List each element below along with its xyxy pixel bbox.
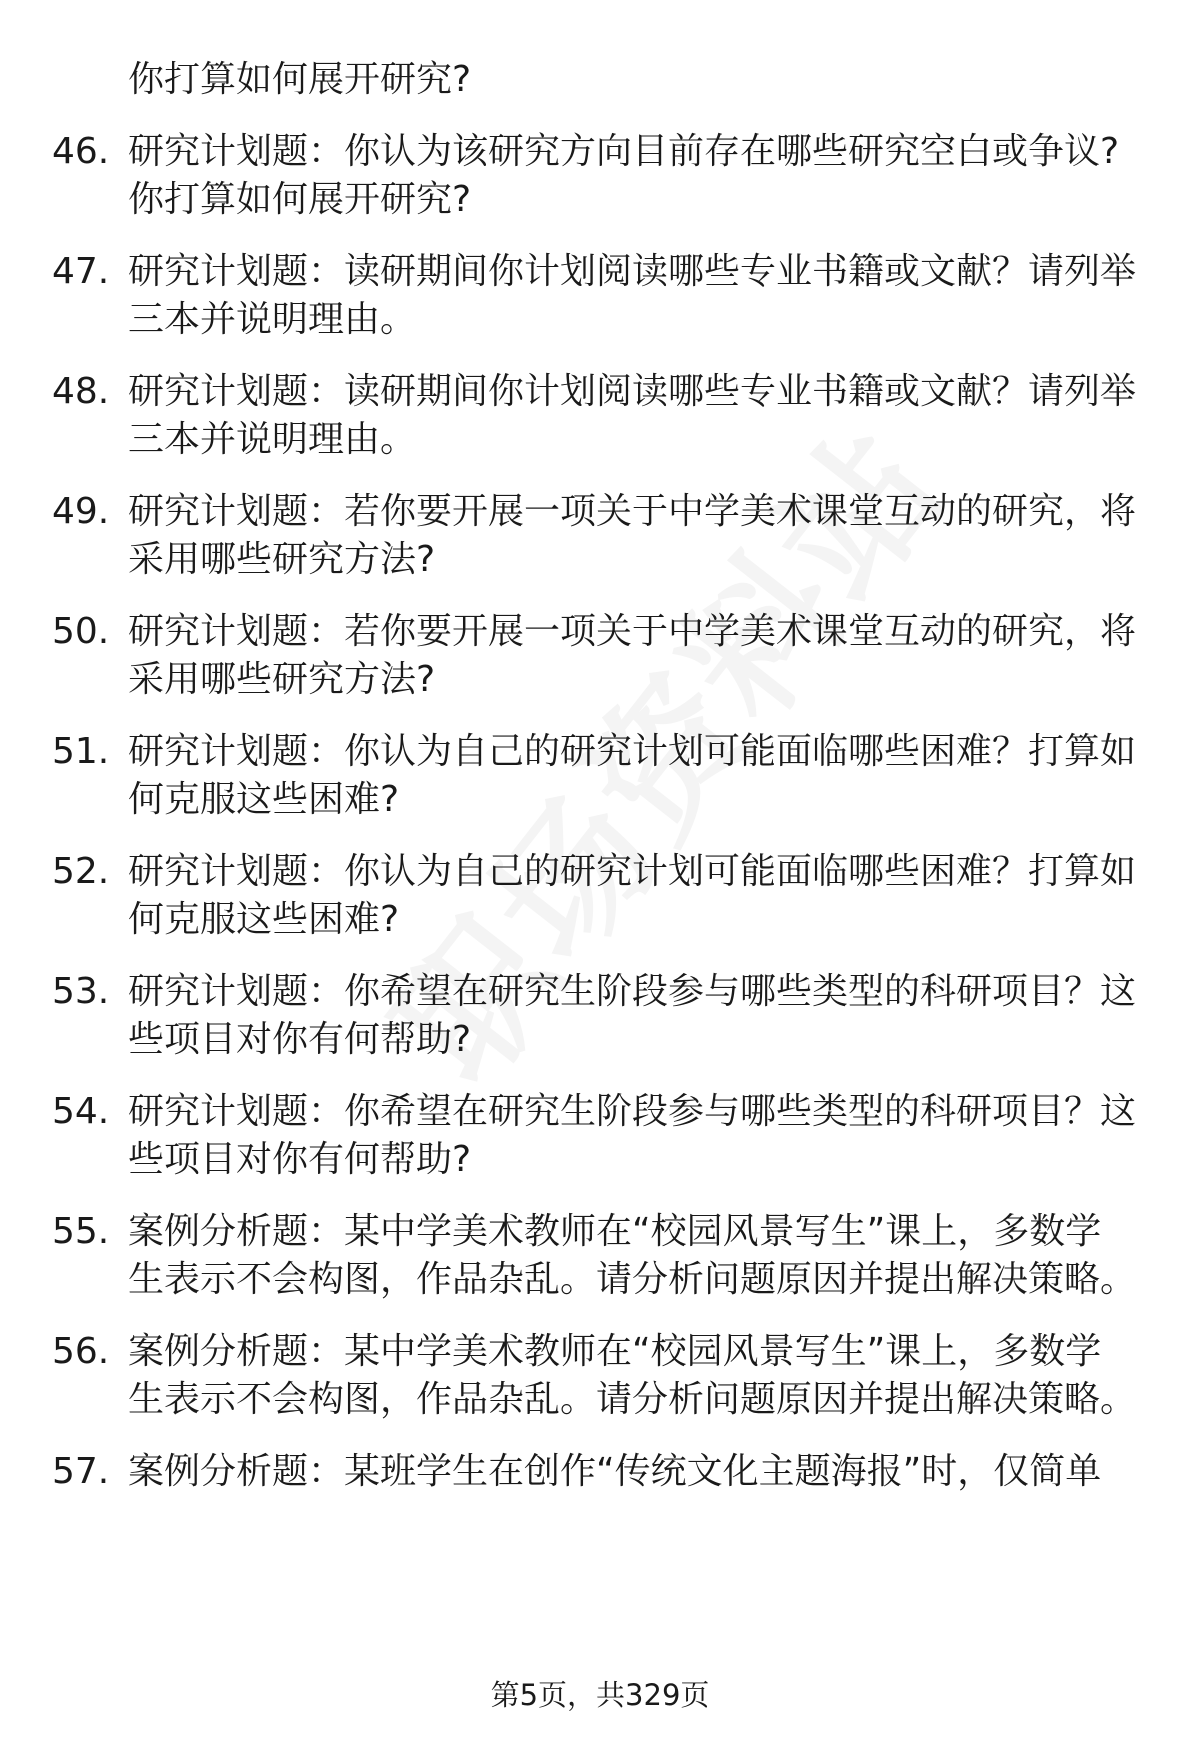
page-number-footer: 第5页，共329页 [490,1678,710,1712]
question-text: 研究计划题：你认为该研究方向目前存在哪些研究空白或争议? [128,131,1120,172]
question-text: 些项目对你有何帮助? [128,1139,472,1180]
question-text: 案例分析题：某中学美术教师在“校园风景写生”课上，多数学 [128,1211,1102,1252]
question-text: 你打算如何展开研究? [128,179,472,220]
question-number: 49. [52,491,110,532]
question-text: 何克服这些困难? [128,779,400,820]
question-text: 研究计划题：你认为自己的研究计划可能面临哪些困难？打算如 [128,851,1137,892]
question-number: 54. [52,1091,110,1132]
question-number: 47. [52,251,110,292]
question-number: 51. [52,731,110,772]
question-text: 研究计划题：你希望在研究生阶段参与哪些类型的科研项目？这 [128,1091,1137,1132]
continued-question-text: 你打算如何展开研究? [128,59,472,100]
question-text: 采用哪些研究方法? [128,539,436,580]
question-text: 采用哪些研究方法? [128,659,436,700]
question-text: 研究计划题：读研期间你计划阅读哪些专业书籍或文献？请列举 [128,371,1137,412]
question-text: 生表示不会构图，作品杂乱。请分析问题原因并提出解决策略。 [128,1379,1137,1420]
question-number: 53. [52,971,110,1012]
question-number: 46. [52,131,110,172]
question-text: 案例分析题：某班学生在创作“传统文化主题海报”时，仅简单 [128,1451,1102,1492]
question-text: 研究计划题：你希望在研究生阶段参与哪些类型的科研项目？这 [128,971,1137,1012]
question-number: 48. [52,371,110,412]
question-number: 55. [52,1211,110,1252]
question-number: 50. [52,611,110,652]
question-text: 生表示不会构图，作品杂乱。请分析问题原因并提出解决策略。 [128,1259,1137,1300]
question-number: 52. [52,851,110,892]
question-text: 研究计划题：若你要开展一项关于中学美术课堂互动的研究，将 [128,611,1137,652]
question-text: 研究计划题：若你要开展一项关于中学美术课堂互动的研究，将 [128,491,1137,532]
question-text: 些项目对你有何帮助? [128,1019,472,1060]
question-text: 研究计划题：你认为自己的研究计划可能面临哪些困难？打算如 [128,731,1137,772]
question-text: 何克服这些困难? [128,899,400,940]
question-number: 56. [52,1331,110,1372]
question-text: 案例分析题：某中学美术教师在“校园风景写生”课上，多数学 [128,1331,1102,1372]
question-text: 研究计划题：读研期间你计划阅读哪些专业书籍或文献？请列举 [128,251,1137,292]
question-text: 三本并说明理由。 [128,419,417,460]
question-number: 57. [52,1451,110,1492]
question-text: 三本并说明理由。 [128,299,417,340]
